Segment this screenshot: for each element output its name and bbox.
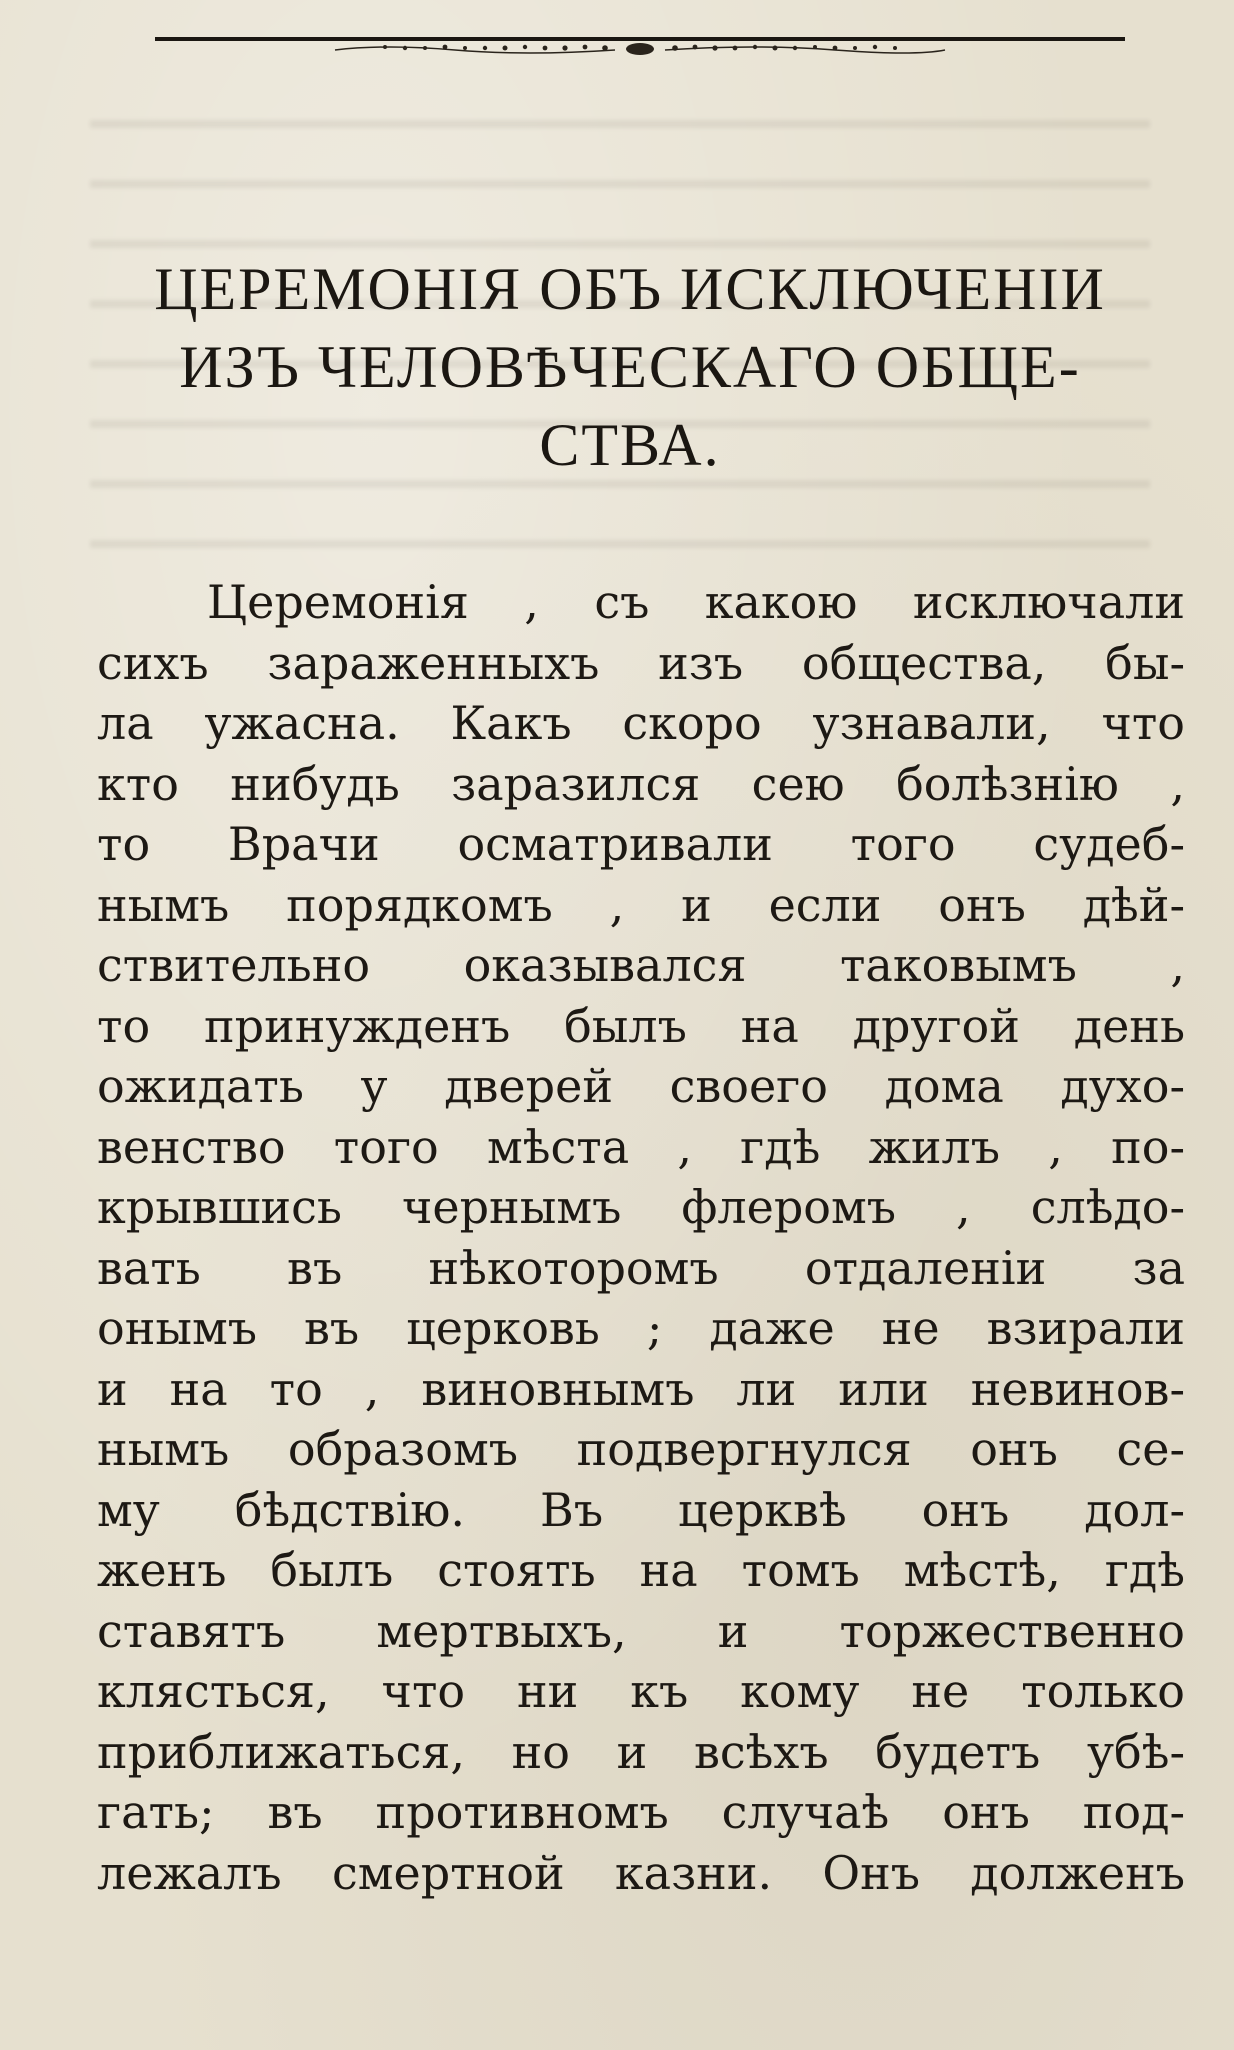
text-line: венство того мѣста , гдѣ жилъ , по-: [97, 1119, 1185, 1174]
title-line-1: ЦЕРЕМОНІЯ ОБЪ ИСКЛЮЧЕНІИ: [154, 256, 1106, 322]
text-line: нымъ образомъ подвергнулся онъ се-: [97, 1422, 1185, 1476]
text-line: клясться, что ни къ кому не только: [97, 1664, 1185, 1718]
text-line: онымъ въ церковь ; даже не взирали: [97, 1301, 1185, 1355]
text-line: лежалъ смертной казни. Онъ долженъ: [97, 1845, 1185, 1900]
text-line: му бѣдствію. Въ церквѣ онъ дол-: [97, 1482, 1185, 1537]
text-line: гать; въ противномъ случаѣ онъ под-: [97, 1785, 1185, 1839]
body-paragraph: [97, 572, 1185, 1903]
text-line: Церемонія , съ какою исключали: [207, 575, 1185, 629]
text-line: сихъ зараженныхъ изъ общества, бы-: [97, 635, 1185, 690]
text-line: то Врачи осматривали того судеб-: [97, 817, 1185, 871]
text-line: вать въ нѣкоторомъ отдаленіи за: [97, 1240, 1185, 1295]
chapter-title: [80, 250, 1180, 484]
text-line: кто нибудь заразился сею болѣзнію ,: [97, 756, 1185, 811]
text-line: крывшись чернымъ флеромъ , слѣдо-: [97, 1180, 1185, 1234]
text-line: приближаться, но и всѣхъ будетъ убѣ-: [97, 1724, 1185, 1779]
title-line-3: СТВА.: [539, 412, 721, 478]
text-line: то принужденъ былъ на другой день: [97, 998, 1185, 1053]
header-ornament-rule: [155, 28, 1125, 60]
text-line: ожидать у дверей своего дома духо-: [97, 1059, 1185, 1113]
text-line: ставятъ мертвыхъ, и торжественно: [97, 1603, 1185, 1658]
title-line-2: ИЗЪ ЧЕЛОВѢЧЕСКАГО ОБЩЕ-: [179, 334, 1081, 400]
text-line: нымъ порядкомъ , и если онъ дѣй-: [97, 877, 1185, 932]
text-line: женъ былъ стоять на томъ мѣстѣ, гдѣ: [97, 1543, 1185, 1597]
text-line: ла ужасна. Какъ скоро узнавали, что: [97, 696, 1185, 750]
text-line: ствительно оказывался таковымъ ,: [97, 938, 1185, 992]
text-line: и на то , виновнымъ ли или невинов-: [97, 1361, 1185, 1416]
